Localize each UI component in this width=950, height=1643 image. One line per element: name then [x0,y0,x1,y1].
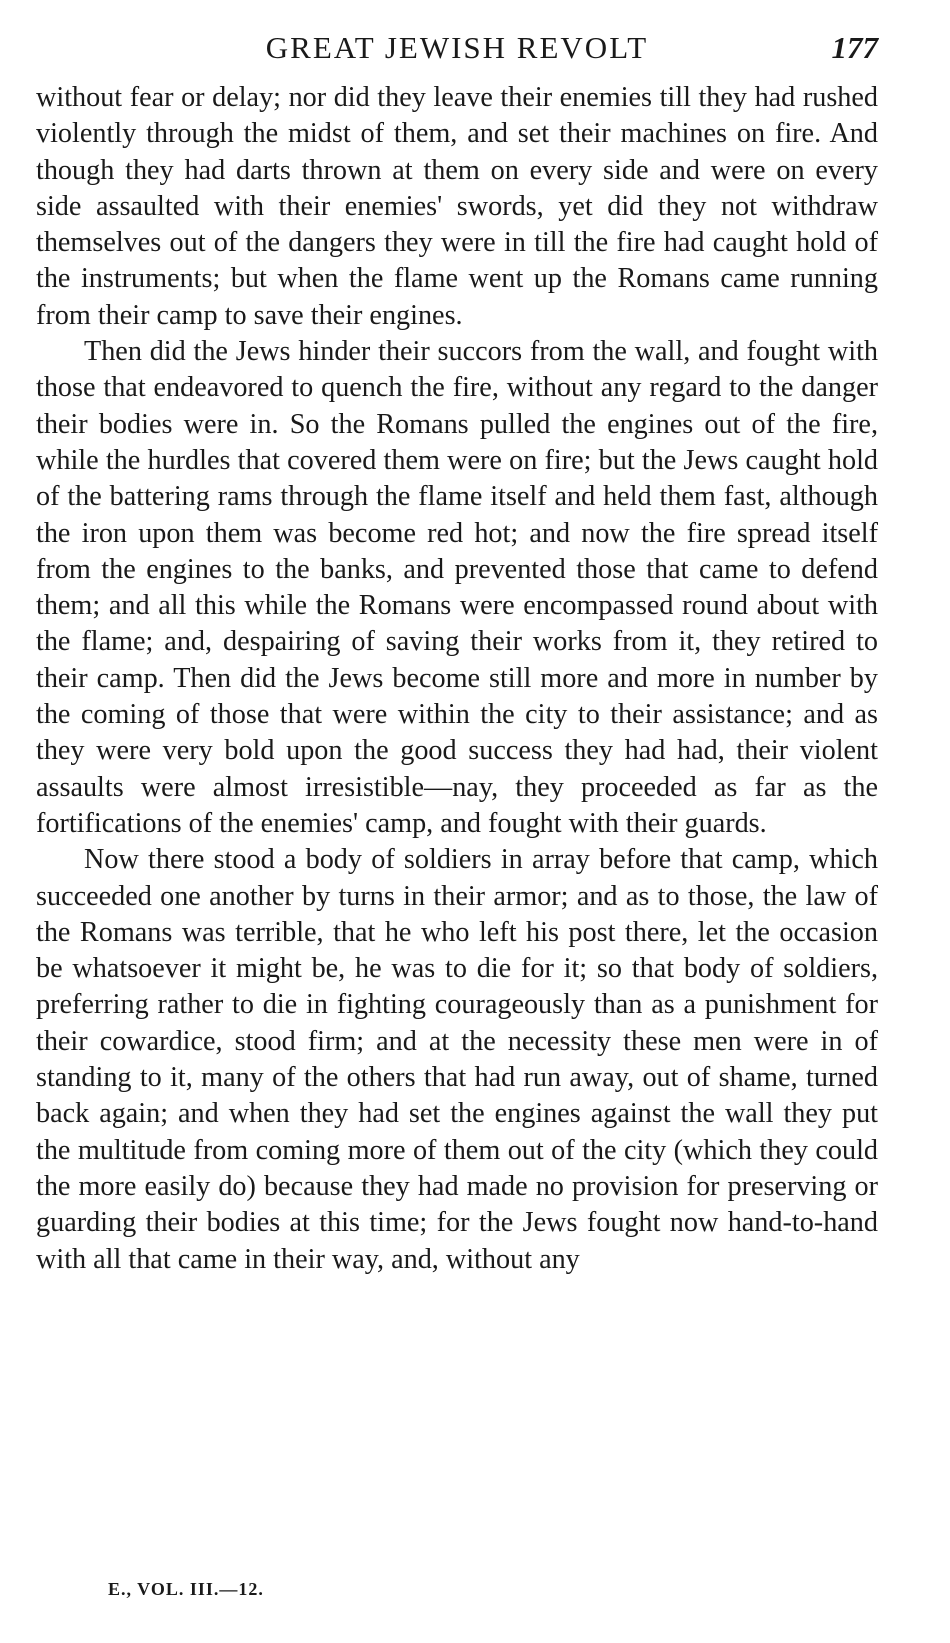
running-title: GREAT JEWISH REVOLT [265,30,649,65]
running-head [36,28,878,80]
paragraph-continued: without fear or delay; nor did they leave their enemies till they had rushed violently through the midst of them, and set their machines on fire. And though they had darts thrown at them on every side and were on every side assaulted with their enemies' swords, yet did they not withdraw themselves out of the dangers they were in till the fire had caught hold of the instruments; but when the flame went up the Romans came running from their camp to save their engines. [36,82,878,331]
book-page [36,28,878,1278]
printer-signature: E., VOL. III.—12. [108,1579,264,1599]
body-text [36,80,878,1278]
paragraph-jews-hinder-succors: Then did the Jews hinder their succors from the wall, and fought with those that endeavored to quench the fire, without any regard to the danger their bodies were in. So the Romans pulled the engines out of the fire, while the hurdles that covered them were on fire; but the Jews caught hold of the battering rams through the flame itself and held them fast, although the iron upon them was become red hot; and now the fire spread itself from the engines to the banks, and prevented those that came to defend them; and all this while the Romans were encompassed round about with the flame; and, despairing of saving their works from it, they retired to their camp. Then did the Jews become still more and more in number by the coming of those that were within the city to their assistance; and as they were very bold upon the good success they had had, their violent assaults were almost irresistible—nay, they proceeded as far as the fortifications of the enemies' camp, and fought with their guards. [36,336,878,839]
page-number: 177 [831,30,878,65]
paragraph-body-of-soldiers: Now there stood a body of soldiers in array before that camp, which succeeded one another by turns in their armor; and as to those, the law of the Romans was terrible, that he who left his post there, let the occasion be whatsoever it might be, he was to die for it; so that body of soldiers, preferring rather to die in fighting courageously than as a punishment for their cowardice, stood firm; and at the necessity these men were in of standing to it, many of the others that had run away, out of shame, turned back again; and when they had set the engines against the wall they put the multitude from coming more of them out of the city (which they could the more easily do) because they had made no provision for preserving or guarding their bodies at this time; for the Jews fought now hand-to-hand with all that came in their way, and, without any [36,844,878,1275]
